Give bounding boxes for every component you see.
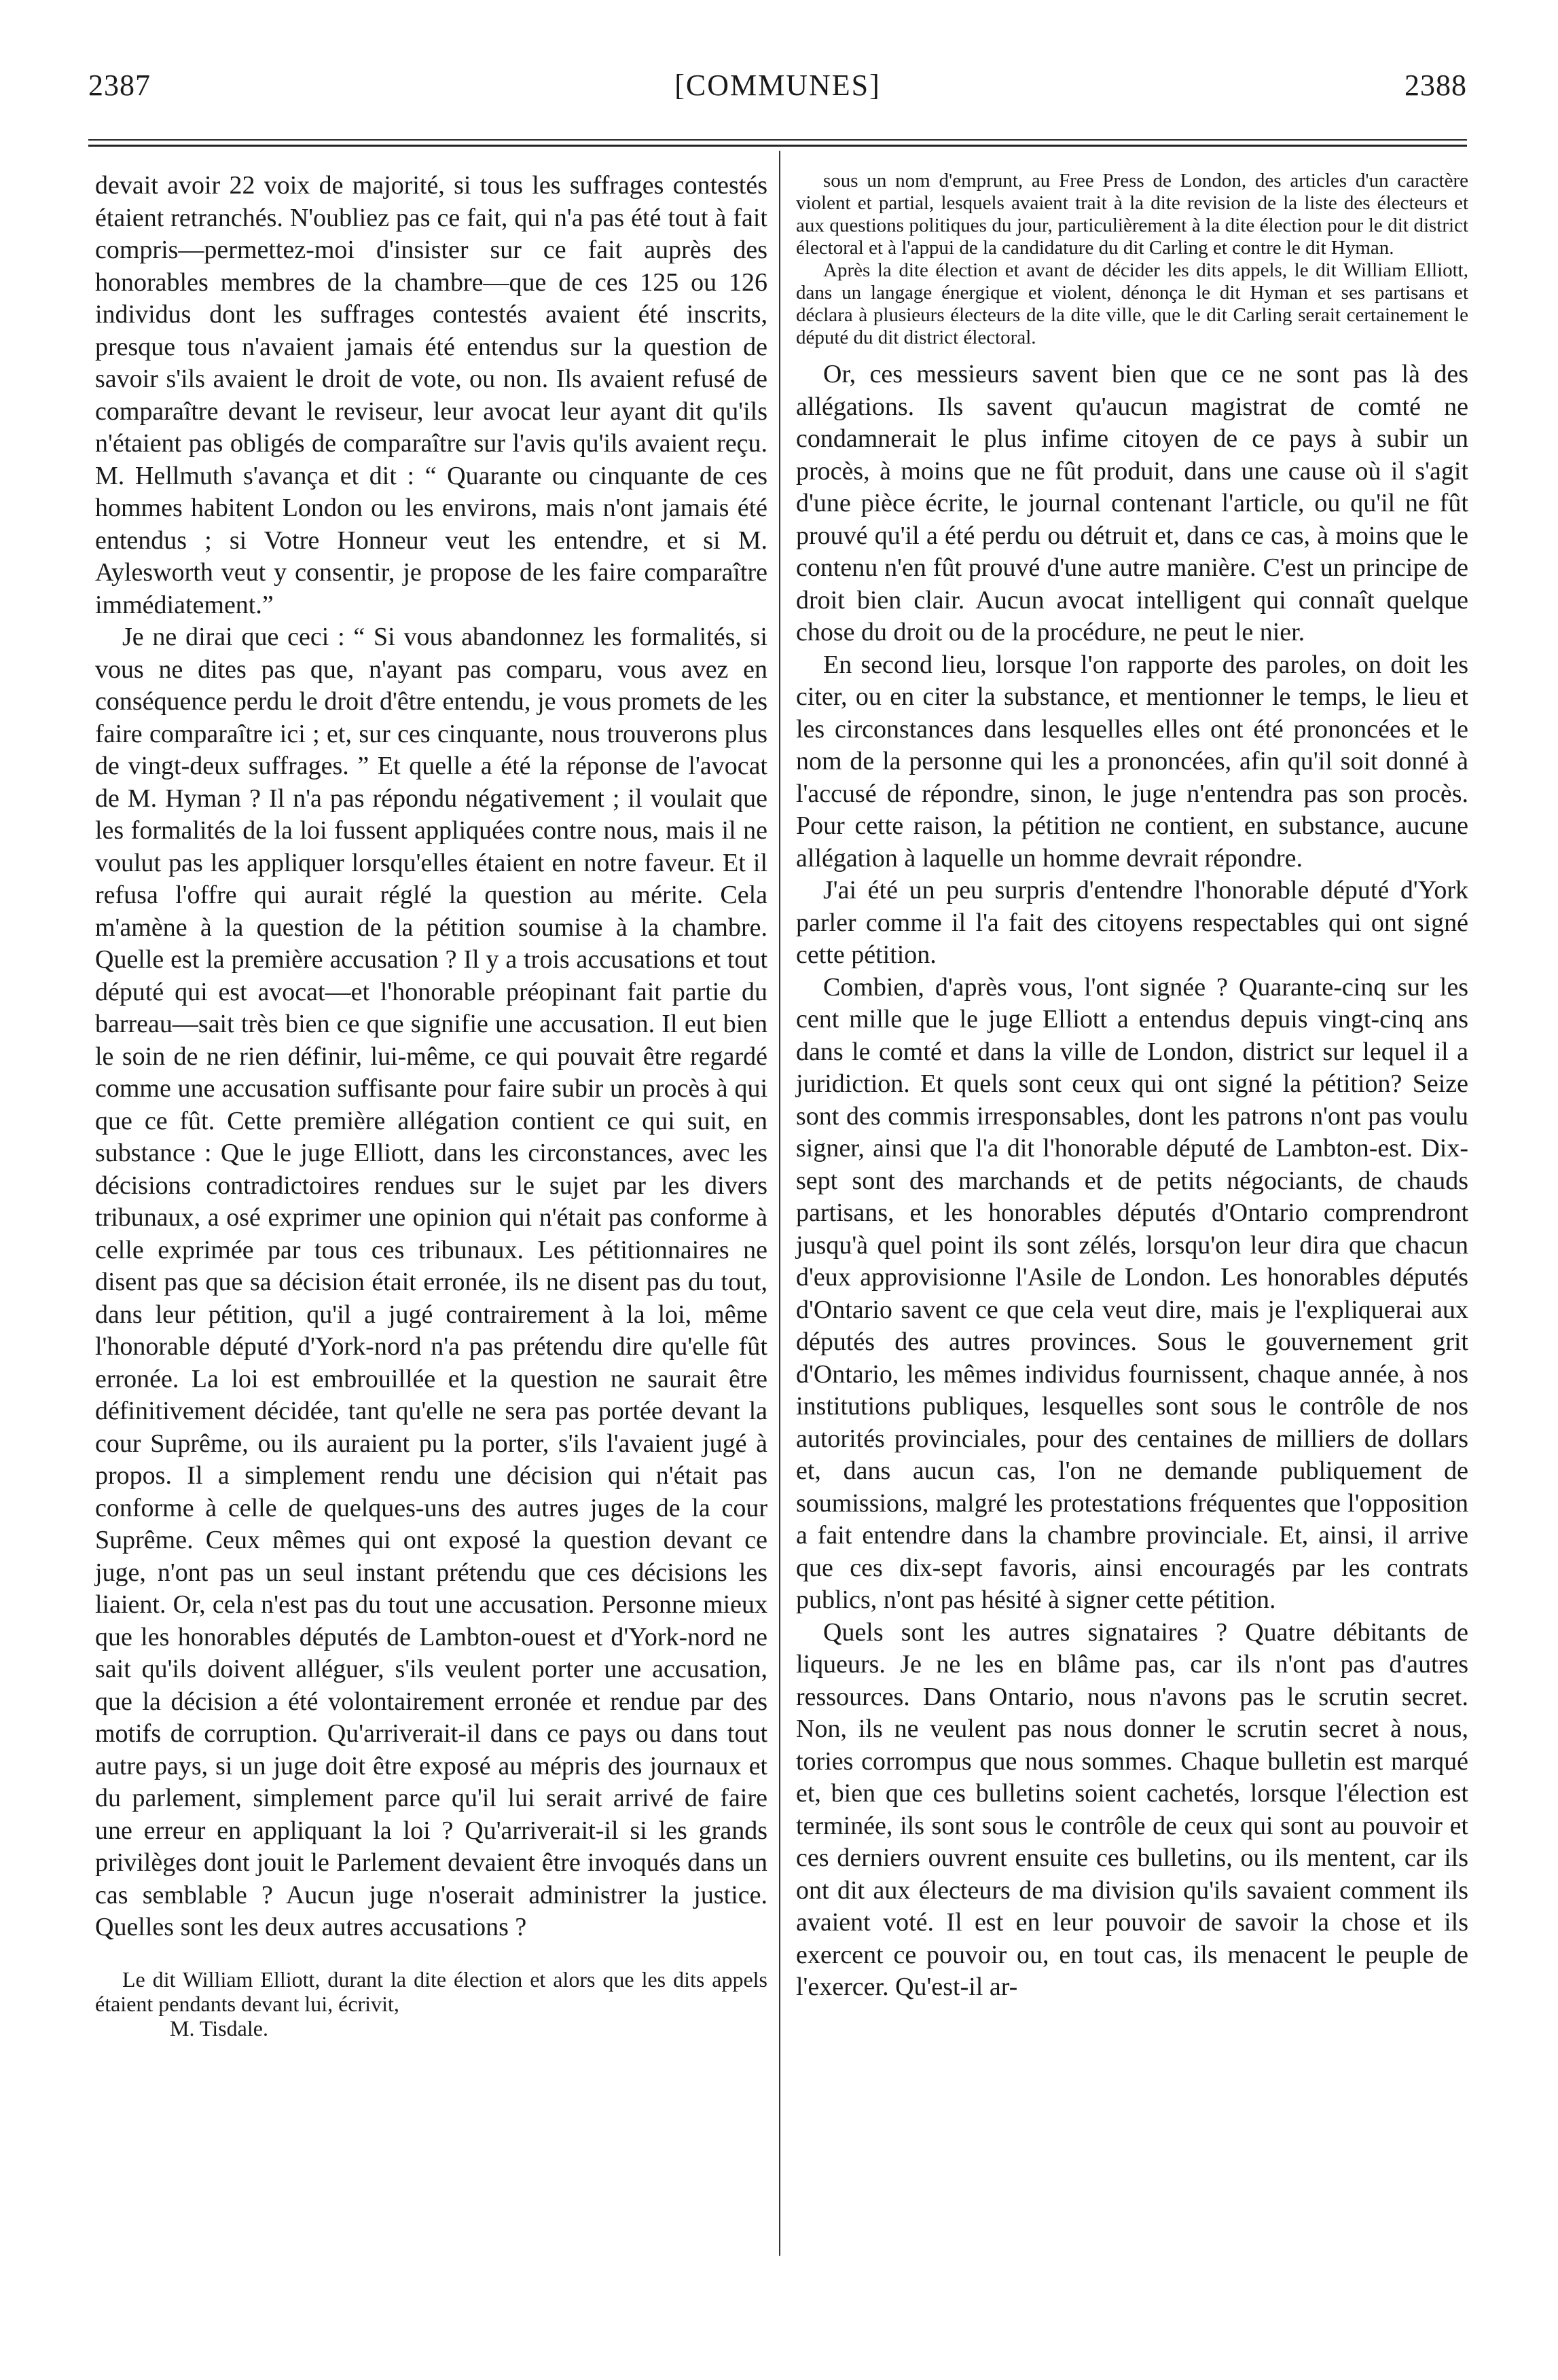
left-column <box>95 170 767 2040</box>
body-paragraph: Quels sont les autres signataires ? Quatre débitants de liqueurs. Je ne les en blâme pas, car ils n'ont pas d'autres ressources. Dans Ontario, nous n'avons pas le scrutin secret. Non, ils ne veulent pas nous donner le scrutin secret à nous, tories corrompus que nous sommes. Chaque bulletin est marqué et, bien que ces bulletins soient cachetés, lorsque l'élection est terminée, ils sont sous le contrôle de ceux qui sont au pouvoir et ces derniers ouvrent ensuite ces bulletins, ou ils mentent, car ils ont dit aux électeurs de ma division qu'ils savaient comment ils avaient voté. Il est en leur pouvoir de savoir la chose et ils exercent ce pouvoir ou, en tout cas, ils menacent le peuple de l'exercer. Qu'est-il ar- <box>796 1617 1468 2001</box>
quoted-paragraph: sous un nom d'emprunt, au Free Press de London, des articles d'un caractère violent et partial, lesquels avaient trait à la dite revision de la liste des électeurs et aux questions politiques du jour, particulièrement à la dite élection pour le dit district électoral et à l'appui de la candidature du dit Carling et contre le dit Hyman. <box>796 170 1468 259</box>
running-title: [COMMUNES] <box>674 69 881 102</box>
body-paragraph: Or, ces messieurs savent bien que ce ne sont pas là des allégations. Ils savent qu'aucun magistrat de comté ne condamnerait le plus infime citoyen de ce pays à subir un procès, à moins que ne fût produit, dans une cause où il s'agit d'une pièce écrite, le journal contenant l'article, ou qu'il ne fût prouvé qu'il a été perdu ou détruit et, dans ce cas, à moins que le contenu n'en fût prouvé d'une autre manière. C'est un principe de droit bien clair. Aucun avocat intelligent qui connaît quelque chose du droit ou de la procédure, ne peut le nier. <box>796 360 1468 646</box>
body-paragraph: En second lieu, lorsque l'on rapporte des paroles, on doit les citer, ou en citer la substance, et mentionner le temps, le lieu et les circonstances dans lesquelles elles ont été prononcées et le nom de la personne qui les a prononcées, afin qu'il soit donné à l'accusé de répondre, sinon, le juge n'entendra pas son procès. Pour cette raison, la pétition ne contient, en substance, aucune allégation à laquelle un homme devrait répondre. <box>796 650 1468 873</box>
body-paragraph: J'ai été un peu surpris d'entendre l'honorable député d'York parler comme il l'a fait des citoyens respectables qui ont signé cette pétition. <box>796 876 1468 969</box>
page-number-right: 2388 <box>1405 69 1467 102</box>
page-header <box>88 68 1467 109</box>
right-column <box>796 170 1468 2004</box>
speaker-attribution: M. Tisdale. <box>170 2015 268 2040</box>
column-divider <box>779 151 780 2256</box>
body-paragraph: devait avoir 22 voix de majorité, si tous les suffrages contestés étaient retranchés. N'oubliez pas ce fait, qui n'a pas été tout à fait compris—permettez-moi d'insister sur ce fait auprès des honorables membres de la chambre—que de ces 125 ou 126 individus dont les suffrages contestés avaient été inscrits, presque tous n'avaient jamais été entendus sur la question de savoir s'ils avaient le droit de vote, ou non. Ils avaient refusé de comparaître devant le reviseur, leur avocat leur ayant dit qu'ils n'étaient pas obligés de comparaître sur l'avis qu'ils avaient reçu. M. Hellmuth s'avança et dit : “ Quarante ou cinquante de ces hommes habitent London ou les environs, mais n'ont jamais été entendus ; si Votre Honneur veut les entendre, et si M. Aylesworth veut y consentir, je propose de les faire comparaître immédiatement.” <box>95 171 767 619</box>
quoted-text: Le dit William Elliott, durant la dite élection et alors que les dits appels étaient pendants devant lui, écrivit, <box>95 1966 767 2016</box>
body-paragraph: Je ne dirai que ceci : “ Si vous abandonnez les formalités, si vous ne dites pas que, n'ayant pas comparu, vous avez en conséquence perdu le droit d'être entendu, je vous promets de les faire comparaître ici ; et, sur ces cinquante, nous trouverons plus de vingt-deux suffrages. ” Et quelle a été la réponse de l'avocat de M. Hyman ? Il n'a pas répondu négativement ; il voulait que les formalités de la loi fussent appliquées contre nous, mais il ne voulut pas les appliquer lorsqu'elles étaient en notre faveur. Et il refusa l'offre qui aurait réglé la question au mérite. Cela m'amène à la question de la pétition soumise à la chambre. Quelle est la première accusation ? Il y a trois accusations et tout député qui est avocat—et l'honorable préopinant fait partie du barreau—sait très bien ce que signifie une accusation. Il eut bien le soin de ne rien définir, lui-même, ce qui pouvait être regardé comme une accusation suffisante pour faire subir un procès à qui que ce fût. Cette première allégation contient ce qui suit, en substance : Que le juge Elliott, dans les circonstances, avec les décisions contradictoires rendues sur le sujet par les divers tribunaux, a osé exprimer une opinion qui n'était pas conforme à celle exprimée par tous ces tribunaux. Les pétitionnaires ne disent pas que sa décision était erronée, ils ne disent pas du tout, dans leur pétition, qu'il a jugé contrairement à la loi, même l'honorable député d'York-nord n'a pas prétendu dire qu'elle fût erronée. La loi est embrouillée et la question ne saurait être définitivement décidée, tant qu'elle ne sera pas portée devant la cour Suprême, ou ils auraient pu la porter, s'ils l'avaient jugé à propos. Il a simplement rendu une décision qui n'était pas conforme à celle de quelques-uns des autres juges de la cour Suprême. Ceux mêmes qui ont exposé la question devant ce juge, n'ont pas un seul instant prétendu que ces décisions les liaient. Or, cela n'est pas du tout une accusation. Personne mieux que les honorables députés de Lambton-ouest et d'York-nord ne sait qu'ils doivent alléguer, s'ils veulent porter une accusation, que la décision a été volontairement erronée et rendue par des motifs de corruption. Qu'arriverait-il dans ce pays ou dans tout autre pays, si un juge doit être exposé au mépris des journaux et du parlement, simplement parce qu'il lui serait arrivé de faire une erreur en appliquant la loi ? Qu'arriverait-il si les grands privilèges dont jouit le Parlement devaient être invoqués dans un cas semblable ? Aucun juge n'oserait administrer la justice. Quelles sont les deux autres accusations ? <box>95 623 767 1941</box>
header-rule-top <box>88 139 1467 141</box>
page-number-left: 2387 <box>88 69 151 102</box>
body-paragraph: Combien, d'après vous, l'ont signée ? Quarante-cinq sur les cent mille que le juge Elliott a entendus depuis vingt-cinq ans dans le comté et dans la ville de London, district sur lequel il a juridiction. Et quels sont ceux qui ont signé la pétition? Seize sont des commis irresponsables, dont les patrons n'ont pas voulu signer, ainsi que l'a dit l'honorable député de Lambton-est. Dix-sept sont des marchands et de petits négociants, de chauds partisans, et les honorables députés d'Ontario comprendront jusqu'à quel point ils sont zélés, lorsqu'on leur dira que chacun d'eux approvisionne l'Asile de London. Les honorables députés d'Ontario savent ce que cela veut dire, mais je l'expliquerai aux députés des autres provinces. Sous le gouvernement grit d'Ontario, les mêmes individus fournissent, chaque année, à nos institutions publiques, lesquelles sont sous le contrôle de nos autorités provinciales, pour des centaines de milliers de dollars et, dans aucun cas, l'on ne demande publiquement de soumissions, malgré les protestations fréquentes que l'opposition a fait entendre dans la chambre provinciale. Et, ainsi, il arrive que ces dix-sept favoris, ainsi encouragés par les contrats publics, n'ont pas hésité à signer cette pétition. <box>796 972 1468 1614</box>
quoted-paragraph: Après la dite élection et avant de décider les dits appels, le dit William Elliott, dans un langage énergique et violent, dénonça le dit Hyman et ses partisans et déclara à plusieurs électeurs de la dite ville, que le dit Carling serait certainement le député du dit district électoral. <box>796 259 1468 348</box>
header-rule-bottom <box>88 145 1467 147</box>
quoted-petition-block <box>796 170 1468 349</box>
quoted-petition-excerpt <box>95 1967 767 2040</box>
